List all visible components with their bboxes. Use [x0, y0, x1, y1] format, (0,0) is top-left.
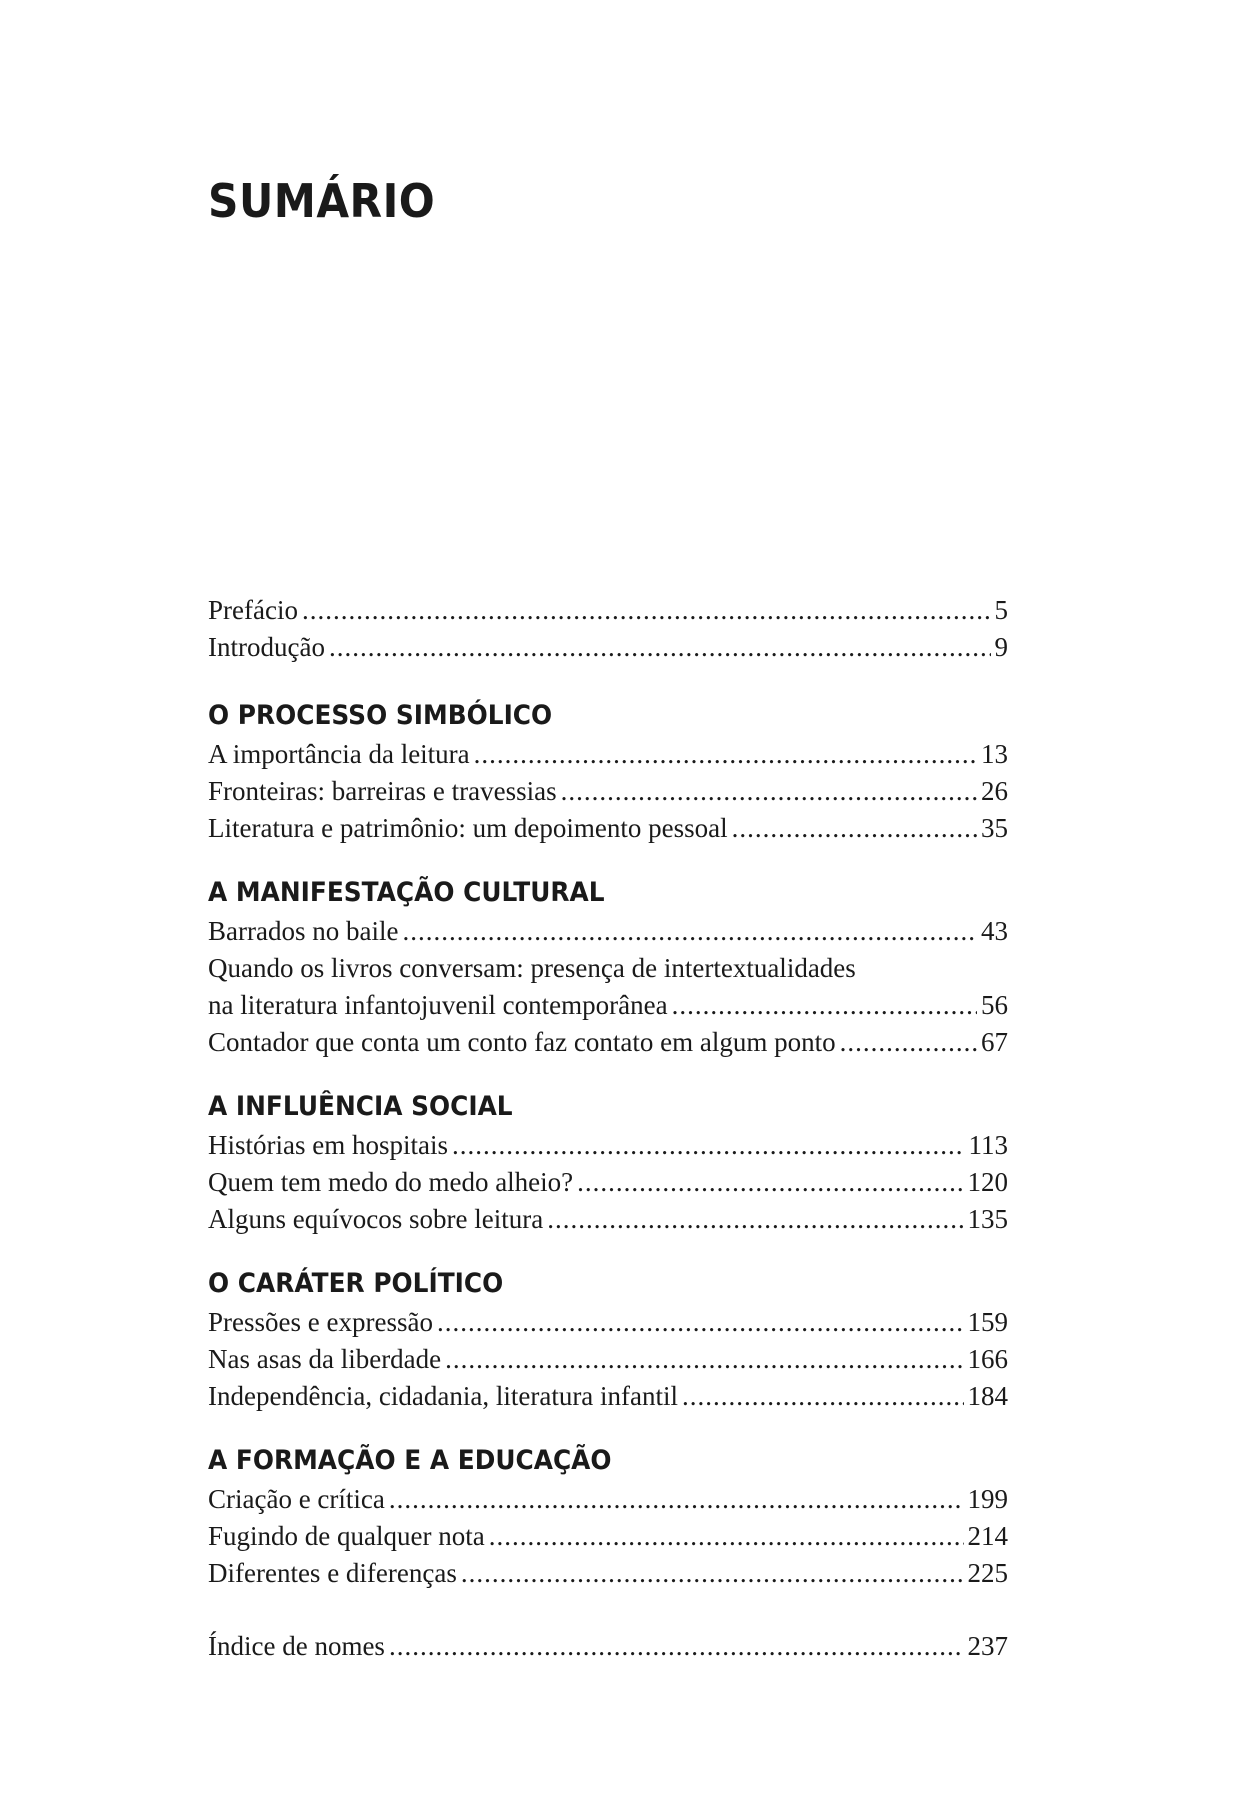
dot-leader	[437, 1304, 964, 1341]
dot-leader	[329, 629, 991, 666]
toc-entry-page: 13	[981, 739, 1008, 769]
dot-leader	[474, 736, 977, 773]
page-title: SUMÁRIO	[208, 174, 436, 228]
section-heading: A INFLUÊNCIA SOCIAL	[208, 1091, 513, 1122]
toc-entry-page: 159	[967, 1307, 1008, 1337]
toc-entry-page: 120	[967, 1167, 1008, 1197]
toc-entry-prefacio[interactable]	[208, 592, 1008, 629]
toc-entry-page: 9	[994, 632, 1008, 662]
toc-entry-page: 135	[967, 1204, 1008, 1234]
section-heading: A FORMAÇÃO E A EDUCAÇÃO	[208, 1445, 612, 1476]
toc-entry-label: Literatura e patrimônio: um depoimento pessoal	[208, 813, 728, 843]
toc-entry-label: Criação e crítica	[208, 1484, 385, 1514]
toc-entry-label: Pressões e expressão	[208, 1307, 433, 1337]
dot-leader	[682, 1378, 963, 1415]
toc-entry[interactable]	[208, 1024, 1008, 1061]
section-heading: A MANIFESTAÇÃO CULTURAL	[208, 877, 605, 908]
toc-entry-page: 56	[981, 990, 1008, 1020]
toc-entry-label: Histórias em hospitais	[208, 1130, 448, 1160]
toc-entry[interactable]	[208, 773, 1008, 810]
toc-entry-label: na literatura infantojuvenil contemporânea	[208, 990, 668, 1020]
toc-entry-page: 67	[981, 1027, 1008, 1057]
toc-entry-label: Quem tem medo do medo alheio?	[208, 1167, 574, 1197]
toc-entry-label: Contador que conta um conto faz contato em algum ponto	[208, 1027, 836, 1057]
toc-entry[interactable]	[208, 987, 1008, 1024]
toc-entry-page: 199	[967, 1484, 1008, 1514]
section-heading: O CARÁTER POLÍTICO	[208, 1268, 504, 1299]
toc-entry-page: 43	[981, 916, 1008, 946]
dot-leader	[402, 913, 977, 950]
toc-entry-label: Fronteiras: barreiras e travessias	[208, 776, 557, 806]
dot-leader	[577, 1164, 963, 1201]
toc-entry[interactable]	[208, 1164, 1008, 1201]
toc-entry[interactable]	[208, 1127, 1008, 1164]
dot-leader	[840, 1024, 977, 1061]
dot-leader	[547, 1201, 963, 1238]
toc-entry-label-line1[interactable]: Quando os livros conversam: presença de intertextualidades	[208, 953, 856, 983]
toc-entry[interactable]	[208, 913, 1008, 950]
toc-entry[interactable]	[208, 1378, 1008, 1415]
toc-entry-label: Barrados no baile	[208, 916, 399, 946]
toc-entry-page: 5	[994, 595, 1008, 625]
toc-entry-page: 184	[967, 1381, 1008, 1411]
toc-entry[interactable]	[208, 1304, 1008, 1341]
dot-leader	[302, 592, 991, 629]
toc-entry-page: 26	[981, 776, 1008, 806]
toc-entry-label: Nas asas da liberdade	[208, 1344, 442, 1374]
toc-entry-page: 166	[967, 1344, 1008, 1374]
section-heading: O PROCESSO SIMBÓLICO	[208, 700, 553, 731]
dot-leader	[672, 987, 977, 1024]
toc-entry-label: Fugindo de qualquer nota	[208, 1521, 485, 1551]
toc-entry-page: 35	[981, 813, 1008, 843]
toc-entry-introducao[interactable]	[208, 629, 1008, 666]
toc-entry-page: 113	[968, 1130, 1008, 1160]
dot-leader	[445, 1341, 963, 1378]
toc-entry-label: Índice de nomes	[208, 1631, 385, 1661]
toc-entry[interactable]	[208, 1555, 1008, 1592]
table-of-contents	[208, 592, 1008, 1665]
dot-leader	[561, 773, 977, 810]
toc-entry-label: Independência, cidadania, literatura infantil	[208, 1381, 679, 1411]
dot-leader	[389, 1481, 964, 1518]
toc-entry[interactable]	[208, 1518, 1008, 1555]
toc-entry-page: 237	[967, 1631, 1008, 1661]
toc-entry[interactable]	[208, 1341, 1008, 1378]
toc-entry[interactable]	[208, 810, 1008, 847]
toc-entry[interactable]	[208, 1481, 1008, 1518]
toc-entry-label: Alguns equívocos sobre leitura	[208, 1204, 544, 1234]
toc-entry[interactable]	[208, 736, 1008, 773]
dot-leader	[732, 810, 977, 847]
toc-entry-page: 225	[967, 1558, 1008, 1588]
toc-entry-label: A importância da leitura	[208, 739, 470, 769]
dot-leader	[452, 1127, 965, 1164]
dot-leader	[461, 1555, 964, 1592]
toc-entry[interactable]	[208, 1201, 1008, 1238]
dot-leader	[489, 1518, 964, 1555]
toc-entry-label: Prefácio	[208, 595, 298, 625]
dot-leader	[389, 1628, 964, 1665]
toc-entry-label: Introdução	[208, 632, 325, 662]
toc-entry-page: 214	[967, 1521, 1008, 1551]
toc-entry-indice-de-nomes[interactable]	[208, 1628, 1008, 1665]
toc-entry-label: Diferentes e diferenças	[208, 1558, 457, 1588]
